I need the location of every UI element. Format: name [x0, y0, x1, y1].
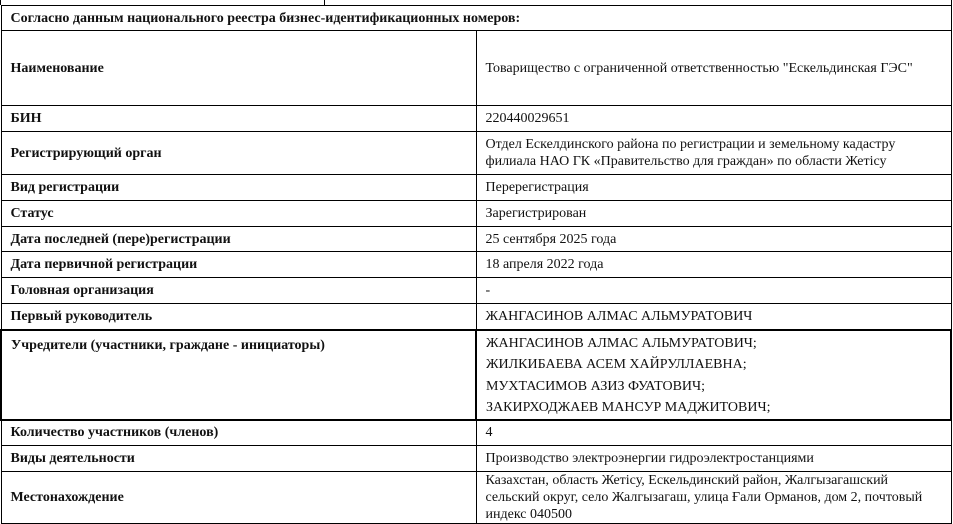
table-row-first-head: [1, 304, 951, 330]
table-row-head-organization: [1, 278, 951, 304]
table-row-founders: [1, 330, 951, 420]
row-label: Местонахождение: [1, 472, 476, 524]
table-row-registration-type: [1, 175, 951, 201]
row-label: Количество участников (членов): [1, 420, 476, 446]
table-row-last-registration-date: [1, 227, 951, 252]
table-row-status: [1, 201, 951, 227]
table-row-location: [1, 472, 951, 524]
founders-list: [476, 330, 951, 420]
row-label: Виды деятельности: [1, 446, 476, 472]
row-label: Дата последней (пере)регистрации: [1, 227, 476, 252]
founder-item: ЗАКИРХОДЖАЕВ МАНСУР МАДЖИТОВИЧ;: [486, 400, 771, 415]
founder-item: МУХТАСИМОВ АЗИЗ ФУАТОВИЧ;: [486, 378, 706, 394]
row-value: Отдел Ескелдинского района по регистрации и земельному кадастру филиала НАО ГК «Правительство для граждан» по области Жетісу: [476, 132, 951, 175]
row-label: Первый руководитель: [1, 304, 476, 330]
row-value: ЖАНГАСИНОВ АЛМАС АЛЬМУРАТОВИЧ: [476, 304, 951, 330]
row-label: Головная организация: [1, 278, 476, 304]
registry-table: [0, 5, 952, 524]
table-row-activities: [1, 446, 951, 472]
row-value: 25 сентября 2025 года: [476, 227, 951, 252]
row-label: Статус: [1, 201, 476, 227]
founder-item: ЖАНГАСИНОВ АЛМАС АЛЬМУРАТОВИЧ;: [486, 335, 757, 351]
founders-label: Учредители (участники, граждане - инициаторы): [1, 330, 476, 420]
table-row-bin: [1, 106, 951, 132]
row-value: 220440029651: [476, 106, 951, 132]
table-row-participant-count: [1, 420, 951, 446]
row-label: Дата первичной регистрации: [1, 252, 476, 278]
row-label: БИН: [1, 106, 476, 132]
row-value: Товарищество с ограниченной ответственностью "Ескельдинская ГЭС": [476, 31, 951, 106]
row-label: Регистрирующий орган: [1, 132, 476, 175]
row-value: -: [476, 278, 951, 304]
row-value: Зарегистрирован: [476, 201, 951, 227]
row-value: 18 апреля 2022 года: [476, 252, 951, 278]
table-row-name: [1, 31, 951, 106]
section-header-row: [1, 6, 951, 31]
previous-table-edge: [0, 0, 952, 5]
row-value: 4: [476, 420, 951, 446]
row-value: Казахстан, область Жетісу, Ескельдинский район, Жалгызагашский сельский округ, село Жалгызагаш, улица Ғали Орманов, дом 2, почтовый индекс 040500: [476, 472, 951, 524]
section-header: Согласно данным национального реестра бизнес-идентификационных номеров:: [1, 6, 951, 31]
row-label: Вид регистрации: [1, 175, 476, 201]
table-row-registering-body: [1, 132, 951, 175]
row-value: Производство электроэнергии гидроэлектростанциями: [476, 446, 951, 472]
founder-item: ЖИЛКИБАЕВА АСЕМ ХАЙРУЛЛАЕВНА;: [486, 357, 747, 372]
row-label: Наименование: [1, 31, 476, 106]
row-value: Перерегистрация: [476, 175, 951, 201]
table-row-first-registration-date: [1, 252, 951, 278]
